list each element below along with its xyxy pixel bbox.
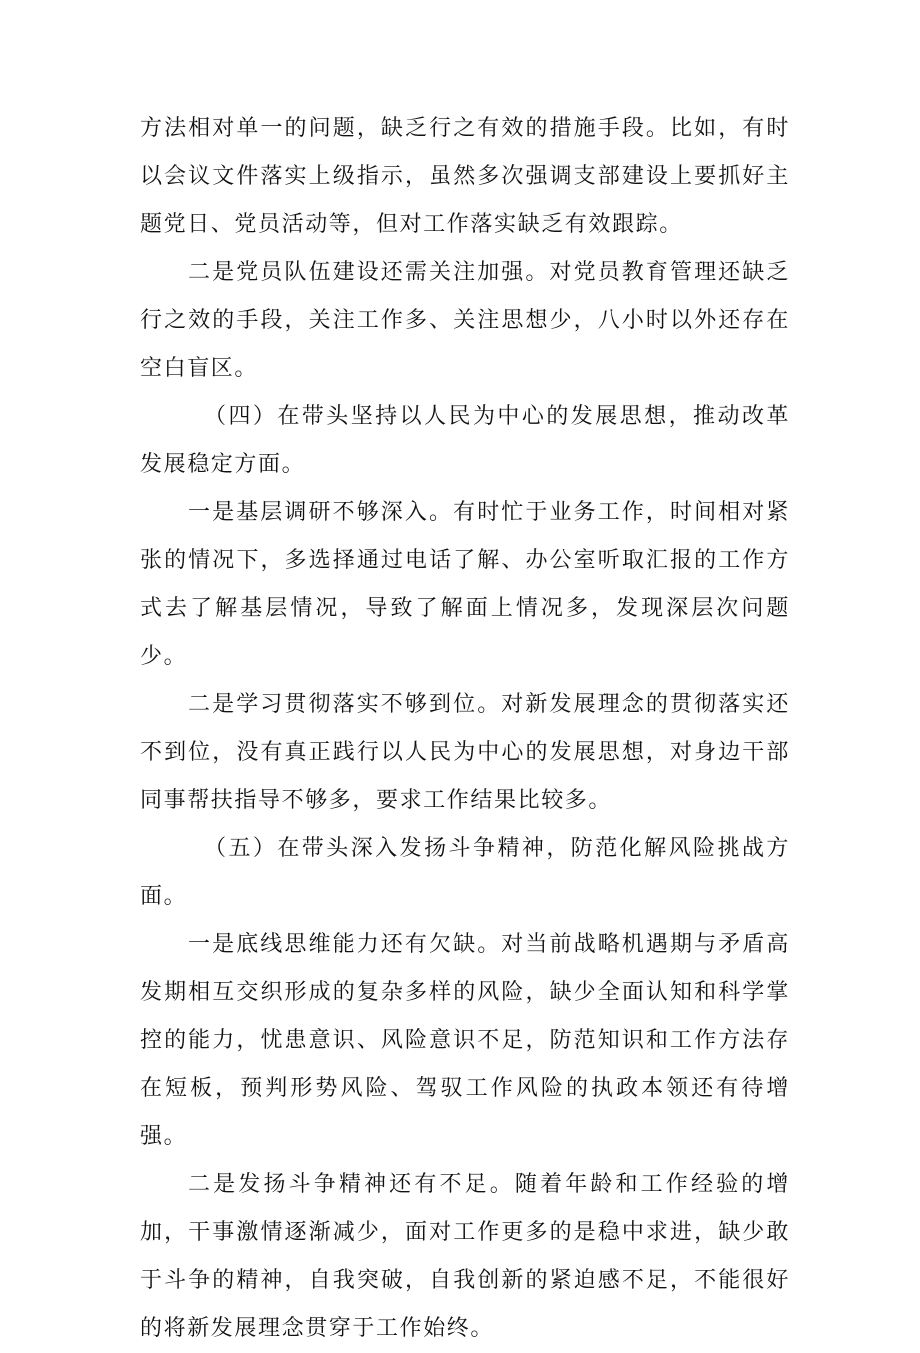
paragraph-bottom-line-thinking: 一是底线思维能力还有欠缺。对当前战略机遇期与矛盾高发期相互交织形成的复杂多样的风险，缺少全面认知和科学掌控的能力，忧患意识、风险意识不足，防范知识和工作方法存在短板，预判形势风险、驾驭工作风险的执政本领还有待增强。 bbox=[140, 932, 790, 1149]
paragraph-party-member-team: 二是党员队伍建设还需关注加强。对党员教育管理还缺乏行之效的手段，关注工作多、关注思想少，八小时以外还存在空白盲区。 bbox=[140, 260, 790, 381]
paragraph-grassroots-research: 一是基层调研不够深入。有时忙于业务工作，时间相对紧张的情况下，多选择通过电话了解、办公室听取汇报的工作方式去了解基层情况，导致了解面上情况多，发现深层次问题少。 bbox=[140, 500, 790, 669]
paragraph-study-implementation: 二是学习贯彻落实不够到位。对新发展理念的贯彻落实还不到位，没有真正践行以人民为中心的发展思想，对身边干部同事帮扶指导不够多，要求工作结果比较多。 bbox=[140, 692, 790, 813]
section-heading-four: （四）在带头坚持以人民为中心的发展思想，推动改革发展稳定方面。 bbox=[140, 404, 790, 477]
paragraph-fighting-spirit: 二是发扬斗争精神还有不足。随着年龄和工作经验的增加，干事激情逐渐减少，面对工作更多的是稳中求进，缺少敢于斗争的精神，自我突破，自我创新的紧迫感不足，不能很好的将新发展理念贯穿于工作始终。 bbox=[140, 1172, 790, 1341]
section-heading-five: （五）在带头深入发扬斗争精神，防范化解风险挑战方面。 bbox=[140, 836, 790, 909]
document-body bbox=[140, 105, 790, 1353]
paragraph-continuation: 方法相对单一的问题，缺乏行之有效的措施手段。比如，有时以会议文件落实上级指示，虽然多次强调支部建设上要抓好主题党日、党员活动等，但对工作落实缺乏有效跟踪。 bbox=[140, 116, 790, 237]
